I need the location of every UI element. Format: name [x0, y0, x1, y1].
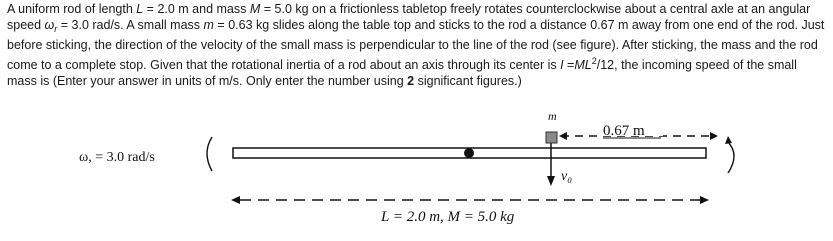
distance-arrow-left-icon: [559, 132, 567, 140]
velocity-arrow-head-icon: [547, 176, 555, 186]
problem-text-part: /12, the incoming speed of the small mass is (Enter your answer in units of m/s. Only enter the number using: [7, 58, 797, 88]
superscript-two: 2: [591, 56, 597, 66]
small-mass-block: [546, 132, 557, 143]
omega-symbol: ω: [44, 18, 55, 32]
length-arrow-right-icon: [700, 196, 709, 204]
mass-label: m: [548, 109, 557, 123]
velocity-label: v₀: [561, 169, 573, 184]
problem-text-part: A uniform rod of length: [7, 2, 137, 16]
omega-label: ω, = 3.0 rad/s: [79, 150, 155, 165]
axle-dot: [464, 148, 474, 158]
problem-text-part: significant figures.): [414, 74, 522, 88]
figure-caption: L = 2.0 m, M = 5.0 kg: [381, 209, 515, 225]
rod-diagram: [0, 100, 833, 241]
problem-text-part: = 2.0 m and mass: [143, 2, 250, 16]
problem-text-part: = 3.0 rad/s. A small mass: [57, 18, 204, 32]
small-mass-symbol: m: [203, 18, 214, 32]
problem-statement: [7, 1, 829, 89]
ml-symbol: ML: [574, 58, 592, 72]
length-symbol: L: [136, 2, 144, 16]
rod-mass-symbol: M: [249, 2, 261, 16]
rotation-arrow-icon: [725, 136, 732, 144]
problem-text-part: =: [563, 58, 575, 72]
distance-arrow-right-icon: [710, 132, 718, 140]
inertia-symbol: I: [560, 58, 564, 72]
problem-text-part: = 5.0 kg on a frictionless tabletop freely rotates counterclockwise about a central axle at an angular speed: [7, 2, 811, 32]
sig-fig-count: 2: [407, 74, 415, 88]
omega-subscript: r: [54, 24, 58, 34]
distance-label: 0.67 m: [603, 123, 645, 139]
problem-text-part: = 0.63 kg slides along the table top and sticks to the rod a distance 0.67 m away from one end of the rod. Just before sticking, the direction of the velocity of the small mass is perpendicular to the line of the rod (see figure). After sticking, the mass and the rod come to a complete stop. Given that the rotational inertia of a rod about an axis through its center is: [7, 18, 825, 72]
rotation-arc-right: [728, 142, 734, 173]
rotation-arc-left: [207, 137, 212, 171]
length-arrow-left-icon: [231, 196, 240, 204]
